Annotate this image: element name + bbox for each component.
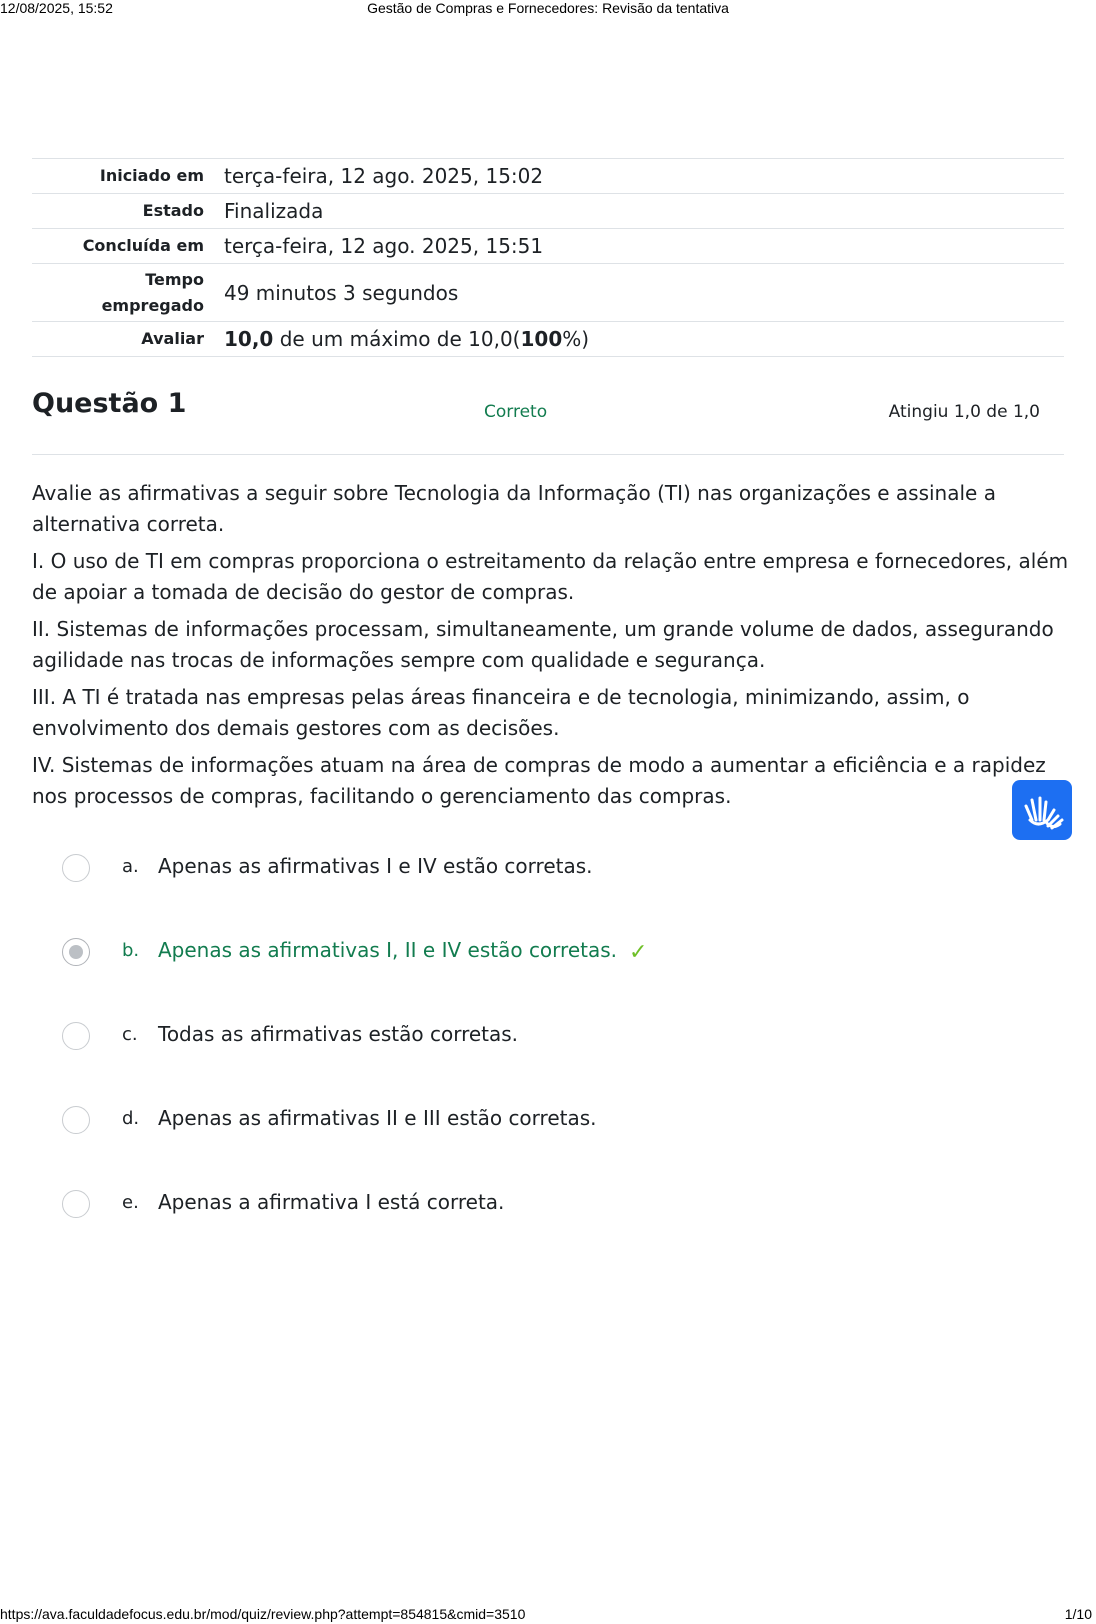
answer-letter: c. <box>122 1024 138 1045</box>
answer-radio[interactable] <box>62 1190 90 1218</box>
summary-row-time-taken <box>32 264 1064 322</box>
answer-letter: b. <box>122 940 140 961</box>
question-paragraph: III. A TI é tratada nas empresas pelas áreas financeira e de tecnologia, minimizando, assim, o envolvimento dos demais gestores com as decisões. <box>32 685 970 740</box>
question-state: Correto <box>484 402 548 422</box>
grade-max: de um máximo de 10,0( <box>273 327 521 351</box>
answer-label-text: Apenas as afirmativas I, II e IV estão corretas. <box>158 938 618 962</box>
summary-value: terça-feira, 12 ago. 2025, 15:02 <box>224 159 1064 194</box>
print-page-number: 1/10 <box>1064 1606 1092 1622</box>
answer-radio[interactable] <box>62 1022 90 1050</box>
answer-label <box>158 938 647 963</box>
summary-label: Iniciado em <box>32 159 224 194</box>
summary-row-completed <box>32 229 1064 264</box>
question-text <box>32 478 1072 818</box>
question-paragraph: IV. Sistemas de informações atuam na área de compras de modo a aumentar a eficiência e a rapidez nos processos de compras, facilitando o gerenciamento das compras. <box>32 753 1046 808</box>
answer-radio-selected[interactable] <box>62 938 90 966</box>
answer-option-c <box>62 1020 962 1104</box>
answer-label: Todas as afirmativas estão corretas. <box>158 1022 519 1046</box>
summary-label-line: empregado <box>101 295 204 315</box>
question-title: Questão 1 <box>32 388 187 419</box>
summary-label <box>32 264 224 322</box>
answer-options <box>62 852 962 1272</box>
print-url: https://ava.faculdadefocus.edu.br/mod/quiz/review.php?attempt=854815&cmid=3510 <box>0 1606 526 1622</box>
print-datetime: 12/08/2025, 15:52 <box>0 0 113 16</box>
summary-value <box>224 322 1064 357</box>
summary-value: 49 minutos 3 segundos <box>224 264 1064 322</box>
summary-value: Finalizada <box>224 194 1064 229</box>
print-header <box>0 0 1096 18</box>
grade-value: 10,0 <box>224 327 274 351</box>
summary-row-started <box>32 159 1064 194</box>
summary-label: Avaliar <box>32 322 224 357</box>
question-paragraph: II. Sistemas de informações processam, simultaneamente, um grande volume de dados, assegurando agilidade nas trocas de informações sempre com qualidade e segurança. <box>32 617 1054 672</box>
question-header <box>32 388 1064 455</box>
answer-option-d <box>62 1104 962 1188</box>
answer-label: Apenas a afirmativa I está correta. <box>158 1190 505 1214</box>
print-title: Gestão de Compras e Fornecedores: Revisão da tentativa <box>367 0 729 16</box>
summary-label-line: Tempo <box>145 269 204 289</box>
answer-radio[interactable] <box>62 854 90 882</box>
question-paragraph: I. O uso de TI em compras proporciona o estreitamento da relação entre empresa e fornecedores, além de apoiar a tomada de decisão do gestor de compras. <box>32 549 1069 604</box>
question-grade: Atingiu 1,0 de 1,0 <box>888 402 1040 422</box>
answer-option-e <box>62 1188 962 1272</box>
summary-row-grade <box>32 322 1064 357</box>
answer-letter: e. <box>122 1192 139 1213</box>
summary-label: Estado <box>32 194 224 229</box>
answer-letter: a. <box>122 856 139 877</box>
summary-label: Concluída em <box>32 229 224 264</box>
attempt-summary-table <box>32 158 1064 357</box>
grade-end: %) <box>562 327 590 351</box>
answer-label: Apenas as afirmativas I e IV estão corretas. <box>158 854 593 878</box>
answer-label: Apenas as afirmativas II e III estão corretas. <box>158 1106 597 1130</box>
grade-percent: 100 <box>520 327 563 351</box>
answer-option-b <box>62 936 962 1020</box>
check-icon: ✓ <box>629 940 648 965</box>
question-paragraph: Avalie as afirmativas a seguir sobre Tecnologia da Informação (TI) nas organizações e assinale a alternativa correta. <box>32 481 996 536</box>
summary-value: terça-feira, 12 ago. 2025, 15:51 <box>224 229 1064 264</box>
answer-option-a <box>62 852 962 936</box>
summary-row-state <box>32 194 1064 229</box>
answer-radio[interactable] <box>62 1106 90 1134</box>
answer-letter: d. <box>122 1108 140 1129</box>
sign-language-hands-icon[interactable] <box>1012 780 1072 840</box>
print-footer <box>0 1606 1096 1624</box>
